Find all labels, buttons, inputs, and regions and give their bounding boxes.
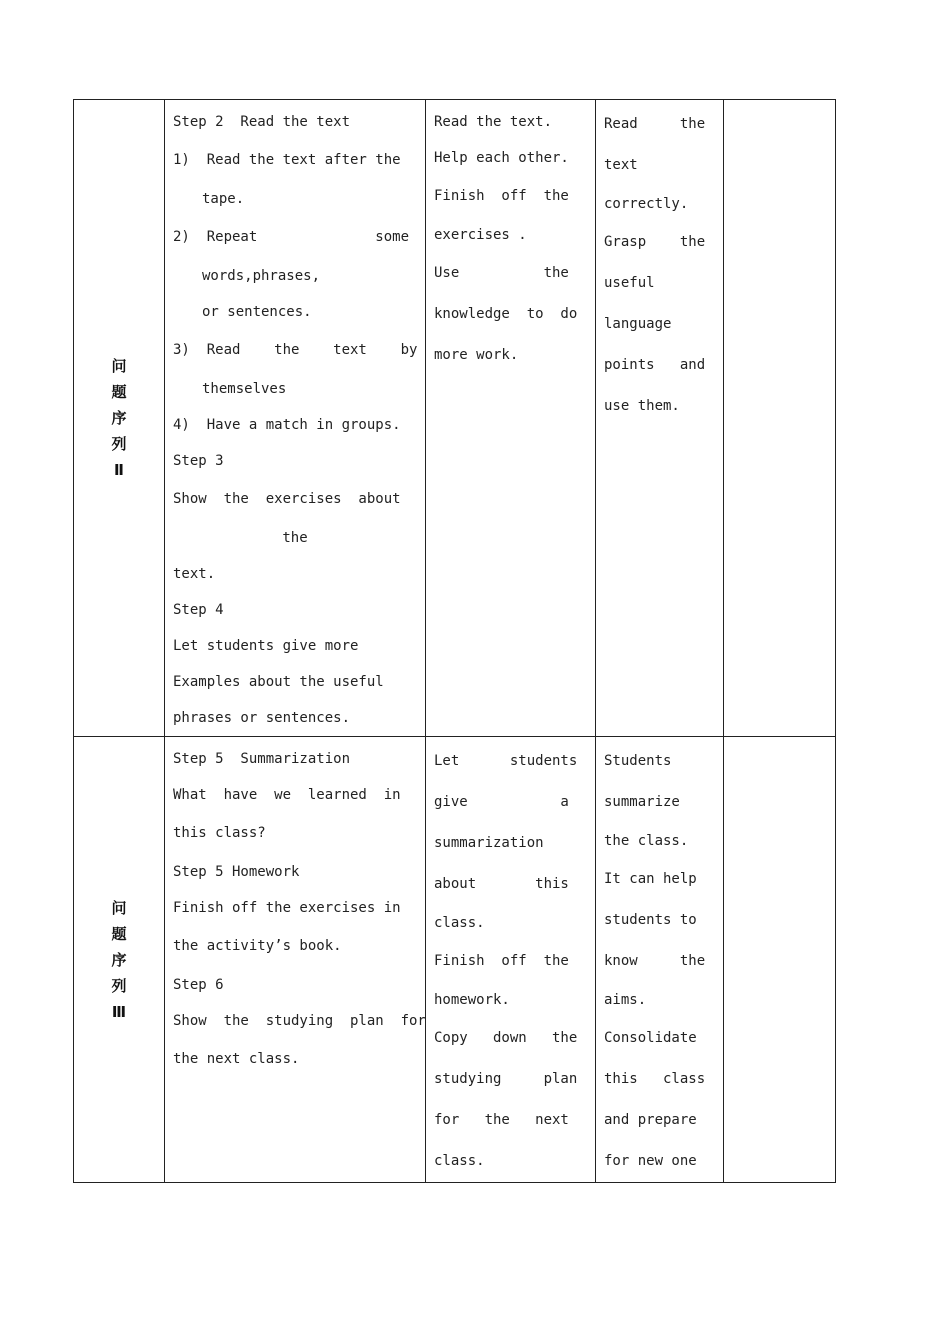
- step-line: 1) Read the text after the: [173, 152, 401, 168]
- purpose-line: points and: [604, 357, 706, 373]
- step-line: Show the exercises about: [173, 491, 401, 507]
- step-line: Step 3: [173, 453, 224, 469]
- step-line: Step 5 Summarization: [173, 751, 351, 767]
- purpose-line: know the: [604, 953, 706, 969]
- purpose-line: Read the: [604, 116, 706, 132]
- step-line: phrases or sentences.: [173, 710, 351, 726]
- purpose-line: the class.: [604, 833, 689, 849]
- activity-line: homework.: [434, 992, 510, 1008]
- label-char: Ⅲ: [111, 1002, 127, 1021]
- student-activities-cell: [426, 100, 596, 737]
- step-line: Show the studying plan for: [173, 1013, 426, 1029]
- activity-line: Read the text.: [434, 114, 553, 130]
- step-line: Let students give more: [173, 638, 359, 654]
- table-row: [74, 100, 836, 737]
- student-activities-cell: [426, 737, 596, 1183]
- step-line: Step 2 Read the text: [173, 114, 351, 130]
- label-char: 序: [111, 950, 127, 969]
- step-line: What have we learned in: [173, 787, 401, 803]
- purpose-line: aims.: [604, 992, 647, 1008]
- step-line: the next class.: [173, 1051, 300, 1067]
- purpose-line: text: [604, 157, 638, 173]
- activity-line: give a: [434, 794, 569, 810]
- step-line: 3) Read the text by: [173, 342, 418, 358]
- purpose-line: Students: [604, 753, 672, 769]
- activity-line: Finish off the: [434, 188, 569, 204]
- label-char: 列: [111, 976, 127, 995]
- step-line: tape.: [202, 191, 245, 207]
- notes-cell: [724, 737, 836, 1183]
- purpose-line: useful: [604, 275, 655, 291]
- activity-line: Finish off the: [434, 953, 569, 969]
- problem-sequence-label-cell: [74, 100, 165, 737]
- label-char: Ⅱ: [114, 461, 124, 479]
- teaching-steps-cell: [165, 100, 426, 737]
- step-line: Examples about the useful: [173, 674, 384, 690]
- activity-line: knowledge to do: [434, 306, 578, 322]
- design-purpose-cell: [596, 737, 724, 1183]
- activity-line: Use the: [434, 265, 569, 281]
- step-line: Step 6: [173, 977, 224, 993]
- label-char: 题: [111, 924, 127, 943]
- step-line: the activity’s book.: [173, 938, 342, 954]
- label-char: 列: [111, 435, 127, 453]
- activity-line: exercises .: [434, 227, 527, 243]
- purpose-line: Grasp the: [604, 234, 706, 250]
- design-purpose-cell: [596, 100, 724, 737]
- activity-line: Copy down the: [434, 1030, 578, 1046]
- purpose-line: It can help: [604, 871, 697, 887]
- step-line: Step 4: [173, 602, 224, 618]
- lesson-plan-table: [73, 99, 836, 1183]
- purpose-line: use them.: [604, 398, 680, 414]
- step-line: themselves: [202, 381, 287, 397]
- purpose-line: for new one: [604, 1153, 697, 1169]
- label-char: 问: [111, 898, 127, 917]
- purpose-line: this class: [604, 1071, 706, 1087]
- purpose-line: language: [604, 316, 672, 332]
- label-char: 序: [111, 409, 127, 427]
- activity-line: class.: [434, 915, 485, 931]
- step-line: this class?: [173, 825, 266, 841]
- activity-line: Help each other.: [434, 150, 569, 166]
- activity-line: about this: [434, 876, 569, 892]
- activity-line: Let students: [434, 753, 578, 769]
- table-row: [74, 737, 836, 1183]
- problem-sequence-label-cell: [74, 737, 165, 1183]
- notes-cell: [724, 100, 836, 737]
- purpose-line: students to: [604, 912, 697, 928]
- activity-line: class.: [434, 1153, 485, 1169]
- purpose-line: summarize: [604, 794, 680, 810]
- step-line: the: [282, 530, 308, 546]
- step-line: 4) Have a match in groups.: [173, 417, 401, 433]
- activity-line: studying plan: [434, 1071, 578, 1087]
- purpose-line: Consolidate: [604, 1030, 697, 1046]
- label-char: 问: [111, 357, 127, 375]
- activity-line: more work.: [434, 347, 519, 363]
- label-char: 题: [111, 383, 127, 401]
- step-line: words,phrases,: [202, 268, 321, 284]
- purpose-line: correctly.: [604, 196, 689, 212]
- step-line: Finish off the exercises in: [173, 900, 401, 916]
- step-line: 2) Repeat some: [173, 229, 410, 245]
- activity-line: summarization: [434, 835, 544, 851]
- activity-line: for the next: [434, 1112, 569, 1128]
- step-line: text.: [173, 566, 216, 582]
- purpose-line: and prepare: [604, 1112, 697, 1128]
- step-line: Step 5 Homework: [173, 864, 300, 880]
- step-line: or sentences.: [202, 304, 312, 320]
- teaching-steps-cell: [165, 737, 426, 1183]
